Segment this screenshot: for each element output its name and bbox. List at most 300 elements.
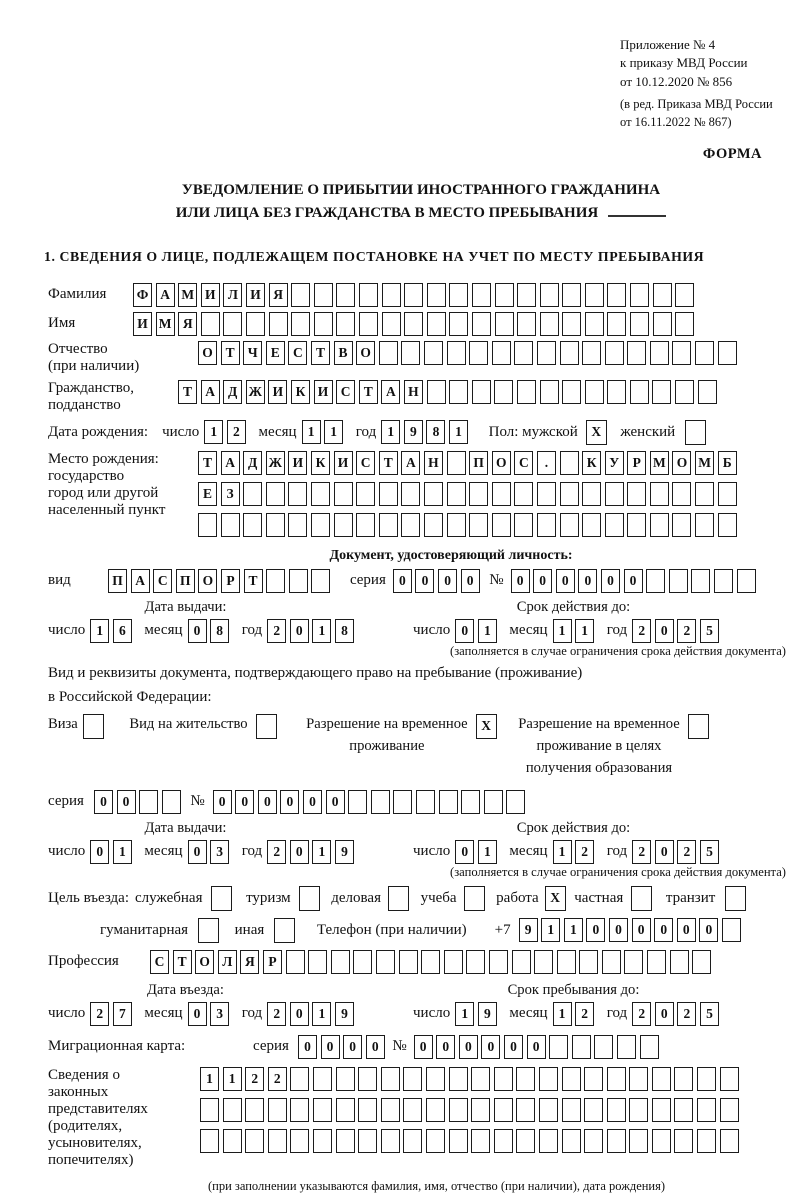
char-cell[interactable] [562, 1067, 581, 1091]
char-cell[interactable] [672, 341, 691, 365]
char-cell[interactable] [449, 380, 468, 404]
char-cell[interactable] [308, 950, 327, 974]
char-cell[interactable]: Т [359, 380, 378, 404]
char-cell[interactable]: 1 [553, 1002, 572, 1026]
representatives-row1-input[interactable] [200, 1067, 742, 1091]
char-cell[interactable]: Ж [246, 380, 265, 404]
char-cell[interactable]: 9 [404, 420, 423, 444]
char-cell[interactable] [379, 513, 398, 537]
char-cell[interactable]: О [198, 341, 217, 365]
purpose-gumanitarnaya-checkbox[interactable] [198, 918, 223, 943]
char-cell[interactable] [426, 1129, 445, 1153]
char-cell[interactable] [714, 569, 733, 593]
char-cell[interactable]: 1 [553, 619, 572, 643]
char-cell[interactable] [652, 1067, 671, 1091]
char-cell[interactable] [652, 1129, 671, 1153]
char-cell[interactable] [421, 950, 440, 974]
char-cell[interactable] [492, 482, 511, 506]
char-cell[interactable] [670, 950, 689, 974]
char-cell[interactable] [512, 950, 531, 974]
char-cell[interactable]: 1 [200, 1067, 219, 1091]
char-cell[interactable] [266, 513, 285, 537]
char-cell[interactable] [290, 1067, 309, 1091]
char-cell[interactable]: 1 [478, 840, 497, 864]
char-cell[interactable] [198, 513, 217, 537]
char-cell[interactable] [516, 1098, 535, 1122]
doc-number-input[interactable] [511, 569, 760, 593]
char-cell[interactable]: 0 [455, 840, 474, 864]
char-cell[interactable]: Т [379, 451, 398, 475]
char-cell[interactable] [243, 482, 262, 506]
char-cell[interactable] [607, 1098, 626, 1122]
char-cell[interactable] [698, 380, 717, 404]
char-cell[interactable] [514, 513, 533, 537]
char-cell[interactable]: С [356, 451, 375, 475]
char-cell[interactable] [416, 790, 435, 814]
residence-series-input[interactable] [94, 790, 184, 814]
char-cell[interactable] [607, 1129, 626, 1153]
char-cell[interactable]: Т [178, 380, 197, 404]
char-cell[interactable] [627, 482, 646, 506]
char-cell[interactable] [494, 380, 513, 404]
char-cell[interactable]: 0 [699, 918, 718, 942]
char-cell[interactable]: Т [173, 950, 192, 974]
char-cell[interactable]: 1 [312, 840, 331, 864]
char-cell[interactable]: 0 [655, 840, 674, 864]
char-cell[interactable]: 1 [223, 1067, 242, 1091]
char-cell[interactable] [695, 482, 714, 506]
char-cell[interactable] [627, 513, 646, 537]
char-cell[interactable] [489, 950, 508, 974]
char-cell[interactable] [647, 950, 666, 974]
char-cell[interactable]: 0 [624, 569, 643, 593]
char-cell[interactable]: 1 [113, 840, 132, 864]
char-cell[interactable]: Д [243, 451, 262, 475]
char-cell[interactable] [672, 513, 691, 537]
char-cell[interactable]: 0 [393, 569, 412, 593]
char-cell[interactable] [560, 482, 579, 506]
char-cell[interactable]: 0 [654, 918, 673, 942]
char-cell[interactable]: 0 [290, 840, 309, 864]
char-cell[interactable]: А [221, 451, 240, 475]
residence-number-input[interactable] [213, 790, 529, 814]
char-cell[interactable] [444, 950, 463, 974]
char-cell[interactable] [514, 482, 533, 506]
char-cell[interactable] [245, 1129, 264, 1153]
char-cell[interactable] [336, 1098, 355, 1122]
char-cell[interactable] [311, 569, 330, 593]
char-cell[interactable]: 2 [632, 619, 651, 643]
char-cell[interactable] [426, 1067, 445, 1091]
char-cell[interactable]: Т [221, 341, 240, 365]
char-cell[interactable] [674, 1067, 693, 1091]
char-cell[interactable]: В [334, 341, 353, 365]
char-cell[interactable] [630, 283, 649, 307]
char-cell[interactable]: 8 [335, 619, 354, 643]
checkbox[interactable] [685, 420, 706, 445]
sex-male-checkbox[interactable] [586, 420, 611, 445]
char-cell[interactable] [584, 1067, 603, 1091]
char-cell[interactable] [461, 790, 480, 814]
char-cell[interactable]: И [133, 312, 152, 336]
char-cell[interactable]: С [514, 451, 533, 475]
char-cell[interactable] [691, 569, 710, 593]
char-cell[interactable]: 1 [455, 1002, 474, 1026]
char-cell[interactable] [245, 1098, 264, 1122]
char-cell[interactable] [607, 1067, 626, 1091]
char-cell[interactable] [539, 1067, 558, 1091]
char-cell[interactable] [447, 513, 466, 537]
char-cell[interactable]: Л [218, 950, 237, 974]
char-cell[interactable]: 2 [575, 840, 594, 864]
char-cell[interactable] [560, 513, 579, 537]
purpose-ucheba-checkbox[interactable] [464, 886, 489, 911]
char-cell[interactable] [540, 283, 559, 307]
surname-input[interactable] [133, 283, 698, 307]
char-cell[interactable]: 9 [519, 918, 538, 942]
citizenship-input[interactable] [178, 380, 720, 404]
entry-year-input[interactable] [267, 1002, 357, 1026]
char-cell[interactable]: 8 [426, 420, 445, 444]
checkbox[interactable] [388, 886, 409, 911]
char-cell[interactable] [582, 513, 601, 537]
char-cell[interactable] [291, 283, 310, 307]
sex-female-checkbox[interactable] [685, 420, 710, 445]
checkbox[interactable] [299, 886, 320, 911]
char-cell[interactable]: 0 [527, 1035, 546, 1059]
char-cell[interactable] [697, 1098, 716, 1122]
char-cell[interactable] [401, 482, 420, 506]
char-cell[interactable] [289, 569, 308, 593]
char-cell[interactable] [494, 1067, 513, 1091]
birth-day-input[interactable] [204, 420, 249, 444]
char-cell[interactable] [288, 482, 307, 506]
char-cell[interactable]: 1 [302, 420, 321, 444]
char-cell[interactable] [401, 341, 420, 365]
char-cell[interactable] [534, 950, 553, 974]
char-cell[interactable]: 8 [210, 619, 229, 643]
stay-month-input[interactable] [553, 1002, 598, 1026]
char-cell[interactable] [399, 950, 418, 974]
char-cell[interactable] [650, 341, 669, 365]
char-cell[interactable]: К [582, 451, 601, 475]
profession-input[interactable] [150, 950, 715, 974]
checkbox[interactable] [256, 714, 277, 739]
char-cell[interactable] [722, 918, 741, 942]
char-cell[interactable]: 1 [575, 619, 594, 643]
char-cell[interactable]: 1 [541, 918, 560, 942]
char-cell[interactable]: 0 [258, 790, 277, 814]
residence-permit-checkbox[interactable] [256, 714, 281, 739]
char-cell[interactable] [572, 1035, 591, 1059]
char-cell[interactable] [449, 1098, 468, 1122]
char-cell[interactable]: А [201, 380, 220, 404]
char-cell[interactable] [314, 283, 333, 307]
char-cell[interactable]: 0 [455, 619, 474, 643]
char-cell[interactable]: Р [263, 950, 282, 974]
char-cell[interactable] [562, 283, 581, 307]
char-cell[interactable] [506, 790, 525, 814]
char-cell[interactable]: И [268, 380, 287, 404]
char-cell[interactable] [403, 1129, 422, 1153]
checkbox[interactable]: X [545, 886, 566, 911]
char-cell[interactable]: 0 [188, 619, 207, 643]
char-cell[interactable] [336, 1067, 355, 1091]
char-cell[interactable] [427, 380, 446, 404]
char-cell[interactable] [334, 513, 353, 537]
char-cell[interactable]: 2 [268, 1067, 287, 1091]
char-cell[interactable] [605, 482, 624, 506]
residence-issue-year-input[interactable] [267, 840, 357, 864]
char-cell[interactable] [403, 1098, 422, 1122]
char-cell[interactable]: 0 [343, 1035, 362, 1059]
char-cell[interactable] [492, 341, 511, 365]
char-cell[interactable] [359, 312, 378, 336]
char-cell[interactable]: 0 [94, 790, 113, 814]
purpose-turizm-checkbox[interactable] [299, 886, 324, 911]
char-cell[interactable]: 0 [188, 1002, 207, 1026]
char-cell[interactable] [585, 312, 604, 336]
char-cell[interactable] [540, 312, 559, 336]
stay-day-input[interactable] [455, 1002, 500, 1026]
char-cell[interactable] [737, 569, 756, 593]
char-cell[interactable] [585, 380, 604, 404]
char-cell[interactable]: 0 [280, 790, 299, 814]
char-cell[interactable] [221, 513, 240, 537]
char-cell[interactable] [617, 1035, 636, 1059]
char-cell[interactable]: 2 [575, 1002, 594, 1026]
char-cell[interactable] [494, 1129, 513, 1153]
char-cell[interactable] [697, 1067, 716, 1091]
char-cell[interactable]: 0 [438, 569, 457, 593]
char-cell[interactable]: М [695, 451, 714, 475]
char-cell[interactable] [627, 341, 646, 365]
char-cell[interactable]: Р [627, 451, 646, 475]
char-cell[interactable] [607, 380, 626, 404]
char-cell[interactable]: 0 [609, 918, 628, 942]
char-cell[interactable] [424, 482, 443, 506]
char-cell[interactable]: 0 [511, 569, 530, 593]
char-cell[interactable]: 0 [586, 918, 605, 942]
char-cell[interactable] [630, 380, 649, 404]
char-cell[interactable] [630, 312, 649, 336]
char-cell[interactable] [401, 513, 420, 537]
char-cell[interactable] [427, 283, 446, 307]
char-cell[interactable]: 1 [564, 918, 583, 942]
char-cell[interactable] [669, 569, 688, 593]
char-cell[interactable]: 0 [677, 918, 696, 942]
char-cell[interactable] [426, 1098, 445, 1122]
char-cell[interactable] [469, 482, 488, 506]
char-cell[interactable] [540, 380, 559, 404]
char-cell[interactable] [311, 482, 330, 506]
char-cell[interactable] [629, 1067, 648, 1091]
char-cell[interactable]: 0 [481, 1035, 500, 1059]
char-cell[interactable]: М [178, 283, 197, 307]
char-cell[interactable] [562, 312, 581, 336]
char-cell[interactable] [291, 312, 310, 336]
char-cell[interactable] [393, 790, 412, 814]
doc-issue-day-input[interactable] [90, 619, 135, 643]
char-cell[interactable]: 0 [459, 1035, 478, 1059]
char-cell[interactable]: 0 [414, 1035, 433, 1059]
doc-expiry-day-input[interactable] [455, 619, 500, 643]
char-cell[interactable] [449, 283, 468, 307]
char-cell[interactable]: 9 [335, 1002, 354, 1026]
purpose-sluzhebnaya-checkbox[interactable] [211, 886, 236, 911]
char-cell[interactable] [200, 1098, 219, 1122]
char-cell[interactable] [674, 1129, 693, 1153]
char-cell[interactable] [650, 513, 669, 537]
char-cell[interactable] [718, 482, 737, 506]
char-cell[interactable] [495, 283, 514, 307]
char-cell[interactable]: И [334, 451, 353, 475]
char-cell[interactable] [268, 1098, 287, 1122]
char-cell[interactable] [424, 513, 443, 537]
char-cell[interactable]: 1 [553, 840, 572, 864]
char-cell[interactable] [266, 482, 285, 506]
char-cell[interactable]: Т [311, 341, 330, 365]
char-cell[interactable]: 0 [366, 1035, 385, 1059]
char-cell[interactable] [472, 283, 491, 307]
char-cell[interactable] [652, 1098, 671, 1122]
char-cell[interactable] [494, 1098, 513, 1122]
char-cell[interactable] [514, 341, 533, 365]
residence-issue-day-input[interactable] [90, 840, 135, 864]
char-cell[interactable] [471, 1098, 490, 1122]
char-cell[interactable] [469, 341, 488, 365]
char-cell[interactable] [516, 1129, 535, 1153]
char-cell[interactable] [334, 482, 353, 506]
char-cell[interactable]: 1 [204, 420, 223, 444]
char-cell[interactable] [539, 1098, 558, 1122]
char-cell[interactable] [290, 1129, 309, 1153]
char-cell[interactable]: 0 [117, 790, 136, 814]
checkbox[interactable] [83, 714, 104, 739]
char-cell[interactable] [584, 1129, 603, 1153]
char-cell[interactable]: К [311, 451, 330, 475]
checkbox[interactable] [725, 886, 746, 911]
char-cell[interactable] [449, 312, 468, 336]
char-cell[interactable]: 6 [113, 619, 132, 643]
char-cell[interactable] [379, 341, 398, 365]
char-cell[interactable] [404, 283, 423, 307]
char-cell[interactable] [605, 513, 624, 537]
char-cell[interactable]: Л [223, 283, 242, 307]
char-cell[interactable]: Я [269, 283, 288, 307]
char-cell[interactable] [403, 1067, 422, 1091]
char-cell[interactable] [472, 380, 491, 404]
char-cell[interactable]: Ж [266, 451, 285, 475]
char-cell[interactable] [672, 482, 691, 506]
checkbox[interactable] [198, 918, 219, 943]
residence-expiry-day-input[interactable] [455, 840, 500, 864]
char-cell[interactable] [517, 380, 536, 404]
char-cell[interactable]: И [246, 283, 265, 307]
char-cell[interactable]: О [492, 451, 511, 475]
birth-month-input[interactable] [302, 420, 347, 444]
char-cell[interactable]: 2 [677, 619, 696, 643]
char-cell[interactable]: 0 [655, 1002, 674, 1026]
char-cell[interactable] [560, 341, 579, 365]
char-cell[interactable]: 1 [312, 1002, 331, 1026]
birth-place-row1-input[interactable] [198, 451, 740, 475]
birth-place-row3-input[interactable] [198, 513, 740, 537]
char-cell[interactable]: 0 [90, 840, 109, 864]
char-cell[interactable]: Ф [133, 283, 152, 307]
checkbox[interactable]: X [476, 714, 497, 739]
purpose-chastnaya-checkbox[interactable] [631, 886, 656, 911]
checkbox[interactable]: X [586, 420, 607, 445]
char-cell[interactable] [607, 312, 626, 336]
entry-day-input[interactable] [90, 1002, 135, 1026]
char-cell[interactable]: 0 [326, 790, 345, 814]
char-cell[interactable]: А [131, 569, 150, 593]
char-cell[interactable]: Б [718, 451, 737, 475]
char-cell[interactable] [447, 341, 466, 365]
char-cell[interactable] [582, 482, 601, 506]
char-cell[interactable]: О [356, 341, 375, 365]
char-cell[interactable] [640, 1035, 659, 1059]
visa-checkbox[interactable] [83, 714, 108, 739]
char-cell[interactable]: 1 [381, 420, 400, 444]
char-cell[interactable] [358, 1067, 377, 1091]
char-cell[interactable] [358, 1098, 377, 1122]
char-cell[interactable] [353, 950, 372, 974]
birth-place-row2-input[interactable] [198, 482, 740, 506]
char-cell[interactable]: 0 [504, 1035, 523, 1059]
char-cell[interactable]: 2 [632, 840, 651, 864]
char-cell[interactable]: 0 [415, 569, 434, 593]
char-cell[interactable] [629, 1129, 648, 1153]
char-cell[interactable] [162, 790, 181, 814]
char-cell[interactable]: 0 [632, 918, 651, 942]
residence-expiry-month-input[interactable] [553, 840, 598, 864]
char-cell[interactable]: 0 [556, 569, 575, 593]
checkbox[interactable] [211, 886, 232, 911]
char-cell[interactable] [624, 950, 643, 974]
char-cell[interactable]: 0 [321, 1035, 340, 1059]
char-cell[interactable] [585, 283, 604, 307]
char-cell[interactable]: О [198, 569, 217, 593]
char-cell[interactable] [313, 1129, 332, 1153]
char-cell[interactable]: 0 [213, 790, 232, 814]
char-cell[interactable] [381, 1067, 400, 1091]
char-cell[interactable] [359, 283, 378, 307]
purpose-delovaya-checkbox[interactable] [388, 886, 413, 911]
char-cell[interactable]: 0 [601, 569, 620, 593]
char-cell[interactable] [549, 1035, 568, 1059]
char-cell[interactable] [469, 513, 488, 537]
purpose-tranzit-checkbox[interactable] [725, 886, 750, 911]
char-cell[interactable] [439, 790, 458, 814]
char-cell[interactable] [336, 1129, 355, 1153]
char-cell[interactable] [139, 790, 158, 814]
char-cell[interactable] [382, 283, 401, 307]
char-cell[interactable]: 0 [461, 569, 480, 593]
char-cell[interactable] [675, 312, 694, 336]
char-cell[interactable] [652, 380, 671, 404]
char-cell[interactable]: 0 [303, 790, 322, 814]
char-cell[interactable] [466, 950, 485, 974]
doc-issue-month-input[interactable] [188, 619, 233, 643]
char-cell[interactable]: 3 [210, 1002, 229, 1026]
char-cell[interactable] [492, 513, 511, 537]
char-cell[interactable]: 2 [267, 1002, 286, 1026]
char-cell[interactable] [629, 1098, 648, 1122]
char-cell[interactable] [718, 341, 737, 365]
representatives-row2-input[interactable] [200, 1098, 742, 1122]
